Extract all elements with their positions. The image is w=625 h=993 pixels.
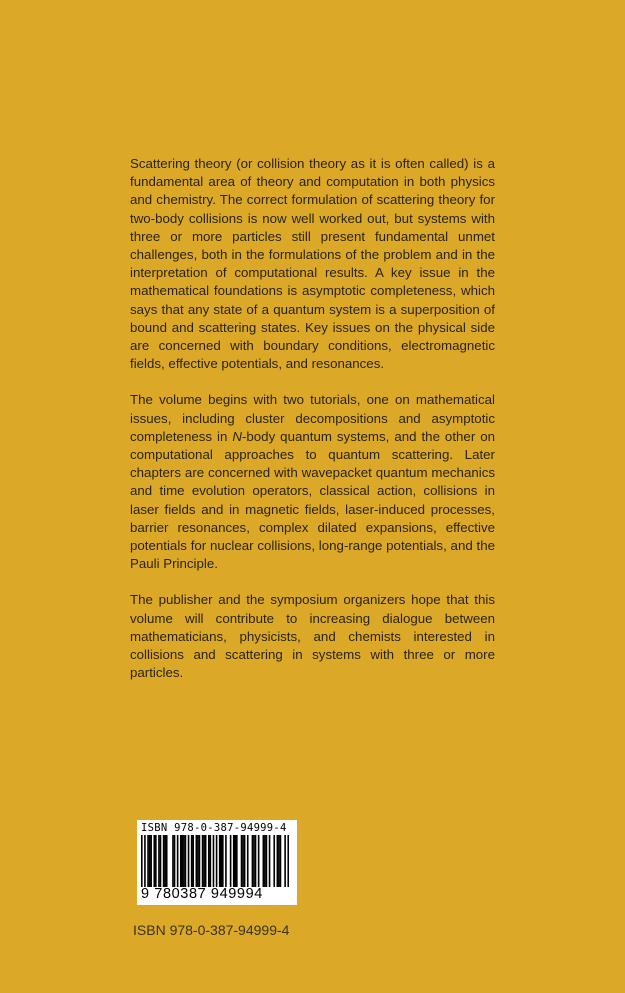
- barcode-bar: [230, 835, 232, 887]
- barcode-bar: [222, 835, 224, 887]
- barcode-bar: [158, 835, 160, 887]
- barcode-bar: [266, 835, 268, 887]
- barcode-bar: [220, 835, 222, 887]
- barcode-bar: [185, 835, 187, 887]
- barcode-bar: [196, 835, 198, 887]
- barcode-bar: [203, 835, 205, 887]
- barcode-bar: [205, 835, 207, 887]
- barcode-bar: [280, 835, 282, 887]
- barcode-digits: 9 780387 949994: [141, 886, 263, 902]
- barcode-bar: [164, 835, 166, 887]
- barcode-bar: [163, 835, 165, 887]
- barcode-bar: [202, 835, 204, 887]
- barcode-bar: [269, 835, 271, 887]
- barcode-bar: [141, 835, 143, 887]
- barcode-bar: [263, 835, 265, 887]
- barcode-bar: [244, 835, 246, 887]
- barcode-bar: [242, 835, 244, 887]
- barcode-bar: [160, 835, 162, 887]
- barcode-bar: [199, 835, 201, 887]
- barcode-bar: [188, 835, 190, 887]
- barcode-bar: [236, 835, 238, 887]
- isbn-label: ISBN 978-0-387-94999-4: [133, 922, 290, 938]
- blurb-italic-n: N: [232, 428, 242, 444]
- barcode-bar: [252, 835, 254, 887]
- barcode-bar: [172, 835, 174, 887]
- barcode-bar: [253, 835, 255, 887]
- barcode-bars: [141, 835, 289, 887]
- barcode-bar: [155, 835, 157, 887]
- barcode-bar: [197, 835, 199, 887]
- barcode-isbn-text: ISBN 978-0-387-94999-4: [141, 822, 287, 834]
- blurb-paragraph-2: [130, 391, 495, 573]
- blurb-paragraph-1: Scattering theory (or collision theory as it is often called) is a fundamental area of theory and computation in both physics and chemistry. The correct formulation of scattering theory for two-body collisions is now well worked out, but systems with three or more particles still present fundamental unmet challenges, both in the formulations of the problem and in the interpretation of computational results. A key issue in the mathematical foundations is asymptotic completeness, which says that any state of a quantum system is a superposition of bound and scattering states. Key issues on the physical side are concerned with boundary conditions, electromagnetic fields, effective potentials, and resonances.: [130, 156, 495, 372]
- isbn-barcode: [137, 820, 297, 905]
- barcode-bar: [208, 835, 210, 887]
- barcode-bar: [153, 835, 155, 887]
- barcode-bar: [192, 835, 194, 887]
- barcode-bar: [255, 835, 257, 887]
- barcode-bar: [180, 835, 182, 887]
- barcode-bar: [213, 835, 215, 887]
- barcode-bar: [273, 835, 275, 887]
- barcode-bar: [278, 835, 280, 887]
- back-cover-blurb: [130, 155, 495, 700]
- barcode-bar: [144, 835, 146, 887]
- barcode-bar: [216, 835, 218, 887]
- barcode-bar: [241, 835, 243, 887]
- barcode-bar: [174, 835, 176, 887]
- barcode-bar: [183, 835, 185, 887]
- barcode-bar: [287, 835, 289, 887]
- barcode-bar: [149, 835, 151, 887]
- barcode-bar: [258, 835, 260, 887]
- barcode-bar: [264, 835, 266, 887]
- barcode-bar: [233, 835, 235, 887]
- barcode-bar: [147, 835, 149, 887]
- barcode-bar: [284, 835, 286, 887]
- barcode-bar: [234, 835, 236, 887]
- barcode-bar: [219, 835, 221, 887]
- blurb-paragraph-3: The publisher and the symposium organizers hope that this volume will contribute to increasing dialogue between mathematicians, physicists, and chemists interested in collisions and scattering in systems with three or more particles.: [130, 592, 495, 681]
- barcode-bar: [150, 835, 152, 887]
- barcode-bar: [166, 835, 168, 887]
- barcode-bar: [182, 835, 184, 887]
- barcode-bar: [177, 835, 179, 887]
- barcode-bar: [225, 835, 227, 887]
- barcode-bar: [277, 835, 279, 887]
- barcode-bar: [210, 835, 212, 887]
- blurb-paragraph-2-end: -body quantum systems, and the other on computational approaches to quantum scattering. Later chapters are concerned with wavepacket quantum mechanics and time evolution operators, classical action, collisions in laser fields and in magnetic fields, laser-induced processes, barrier resonances, complex dilated expansions, effective potentials for nuclear collisions, long-range potentials, and the Pauli Principle.: [130, 428, 496, 572]
- barcode-bar: [191, 835, 193, 887]
- barcode-bar: [247, 835, 249, 887]
- blurb-paragraph-2-start: The volume begins with two tutorials, one on mathematical issues, including cluster decompositions and asymptotic completeness in: [130, 392, 495, 444]
